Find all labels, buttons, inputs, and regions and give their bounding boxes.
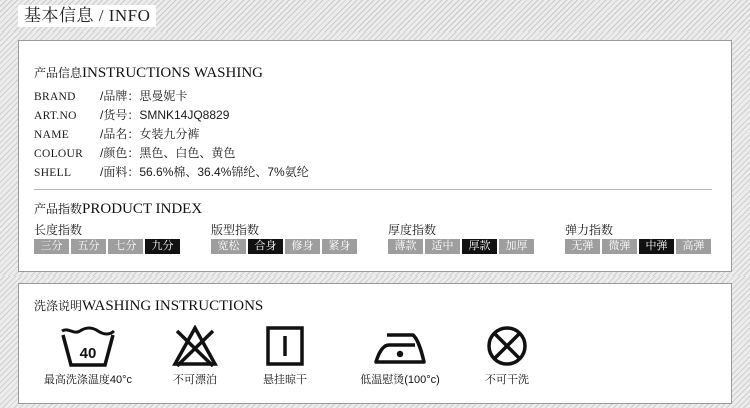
index-options: [211, 239, 357, 254]
index-option: 修身: [285, 239, 320, 254]
instructions-title-cn: 产品信息: [34, 66, 83, 80]
index-option: 薄款: [388, 239, 423, 254]
info-value: /货号：SMNK14JQ8829: [100, 108, 230, 122]
index-label: 弹力指数: [565, 223, 614, 237]
no-bleach-icon: [172, 325, 218, 367]
instructions-title-en: INSTRUCTIONS WASHING: [82, 65, 263, 81]
index-option: 微弹: [602, 239, 637, 254]
index-option: 无弹: [565, 239, 600, 254]
index-options: [34, 239, 180, 254]
index-option: 三分: [34, 239, 69, 254]
info-value: /品牌：思曼妮卡: [100, 89, 188, 103]
info-value: /颜色：黑色、白色、黄色: [100, 146, 236, 160]
wash-item: [38, 325, 138, 387]
index-label: 厚度指数: [388, 223, 437, 237]
info-row-name: [34, 125, 199, 144]
index-option: 紧身: [322, 239, 357, 254]
wash-40-icon: [60, 325, 116, 367]
index-option: 五分: [71, 239, 106, 254]
wash-item: [240, 325, 330, 387]
no-dry-clean-icon: [486, 325, 528, 367]
header-band: [0, 0, 750, 32]
wash-caption: 悬挂晾干: [263, 374, 307, 386]
washing-title-cn: 洗涤说明: [34, 299, 83, 313]
info-label: ART.NO: [34, 110, 77, 122]
washing-title: [34, 297, 263, 315]
info-value: /品名：女装九分裤: [100, 127, 200, 141]
index-option: 宽松: [211, 239, 246, 254]
product-index-title-en: PRODUCT INDEX: [82, 201, 203, 217]
info-label: BRAND: [34, 91, 76, 103]
index-group-length: [34, 222, 180, 254]
index-option-selected: 厚款: [462, 239, 497, 254]
info-row-colour: [34, 144, 235, 163]
wash-caption: 低温慰烫(100°c): [360, 374, 440, 386]
info-label: SHELL: [34, 167, 72, 179]
info-row-shell: [34, 163, 309, 182]
info-label: COLOUR: [34, 148, 84, 160]
index-group-stretch: [565, 222, 711, 254]
info-row-artno: [34, 106, 229, 125]
index-options: [388, 239, 534, 254]
index-group-fit: [211, 222, 357, 254]
wash-caption: 最高洗涤温度40°c: [43, 374, 133, 386]
product-index-title-cn: 产品指数: [34, 202, 83, 216]
wash-item: [462, 325, 552, 387]
index-label: 版型指数: [211, 223, 260, 237]
wash-item: [150, 325, 240, 387]
wash-caption: 不可干洗: [485, 374, 529, 386]
divider: [34, 189, 712, 190]
index-option: 七分: [108, 239, 143, 254]
index-option: 高弹: [676, 239, 711, 254]
index-option-selected: 合身: [248, 239, 283, 254]
wash-temp-text: 40: [79, 345, 97, 362]
info-value: /面料：56.6%棉、36.4%锦纶、7%氨纶: [100, 165, 309, 179]
info-label: NAME: [34, 129, 70, 141]
wash-caption: 不可漂泊: [173, 374, 217, 386]
header-title: 基本信息 / INFO: [18, 5, 156, 27]
iron-low-icon: [373, 325, 427, 367]
index-option-selected: 中弹: [639, 239, 674, 254]
index-options: [565, 239, 711, 254]
index-group-thickness: [388, 222, 534, 254]
washing-title-en: WASHING INSTRUCTIONS: [82, 298, 264, 314]
wash-item: [345, 325, 455, 387]
product-index-title: [34, 200, 202, 218]
index-option-selected: 九分: [145, 239, 180, 254]
instructions-title: [34, 64, 263, 82]
index-label: 长度指数: [34, 223, 83, 237]
index-option: 适中: [425, 239, 460, 254]
hang-dry-icon: [265, 325, 305, 367]
index-option: 加厚: [499, 239, 534, 254]
info-row-brand: [34, 87, 187, 106]
